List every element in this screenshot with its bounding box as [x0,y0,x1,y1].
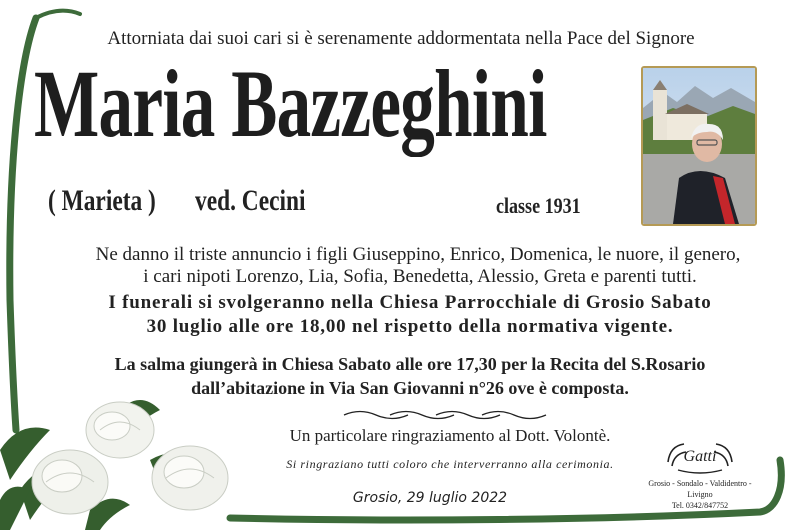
arrival-line-1: La salma giungerà in Chiesa Sabato alle ore 17,30 per la Recita del S.Rosario [114,354,706,374]
funeral-line-1: I funerali si svolgeranno nella Chiesa Parrocchiale di Grosio Sabato [108,292,712,313]
svg-text:Gatti: Gatti [683,448,717,465]
thanks-doctor: Un particolare ringraziamento al Dott. Volontè. [289,426,611,445]
white-roses-image [0,390,240,530]
thanks-all: Si ringraziano tutti coloro che interverranno alla cerimonia. [286,457,614,471]
ornament-divider [340,408,560,422]
place-date: Grosio, 29 luglio 2022 [352,490,508,506]
deceased-name: Maria Bazzeghini [34,50,547,157]
gatti-logo-mark [664,436,736,476]
intro-line: Attorniata dai suoi cari si è serenamente addormentata nella Pace del Signore [107,28,695,49]
announcement-line-1: Ne danno il triste annuncio i figli Giuseppino, Enrico, Domenica, le nuore, il genero, [95,244,741,265]
funeral-home-phone: Tel. 0342/847752 [671,501,729,510]
funeral-home-locations: Grosio - Sondalo - Valdidentro - Livigno [648,479,752,499]
arrival-line-2: dall’abitazione in Via San Giovanni n°26 ove è composta. [191,378,629,398]
birth-class: classe 1931 [496,193,581,218]
funeral-home-logo [640,436,760,508]
announcement-line-2: i cari nipoti Lorenzo, Lia, Sofia, Benedetta, Alessio, Greta e parenti tutti. [143,266,697,287]
funeral-line-2: 30 luglio alle ore 18,00 nel rispetto della normativa vigente. [146,316,674,337]
widow-of: ved. Cecini [195,184,306,217]
portrait-photo [641,66,757,226]
nickname: ( Marieta ) [48,184,156,217]
